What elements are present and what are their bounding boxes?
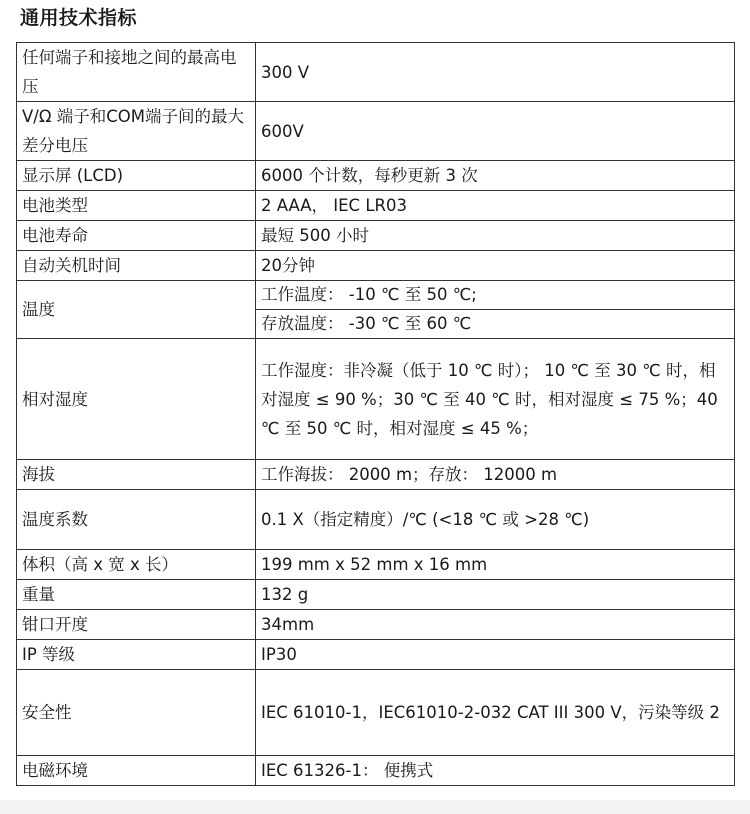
table-row	[17, 640, 735, 670]
row-value: 最短 500 小时	[256, 221, 735, 251]
table-row	[17, 756, 735, 786]
row-label: V/Ω 端子和COM端子间的最大差分电压	[17, 102, 256, 161]
row-value: 132 g	[256, 580, 735, 610]
table-row	[17, 670, 735, 756]
row-label: 任何端子和接地之间的最高电压	[17, 43, 256, 102]
table-row	[17, 490, 735, 550]
row-label: 温度系数	[17, 490, 256, 550]
row-label: 相对湿度	[17, 339, 256, 460]
row-value: 199 mm x 52 mm x 16 mm	[256, 550, 735, 580]
row-label: 显示屏 (LCD)	[17, 161, 256, 191]
row-value: 300 V	[256, 43, 735, 102]
row-label: IP 等级	[17, 640, 256, 670]
table-row	[17, 580, 735, 610]
row-label: 海拔	[17, 460, 256, 490]
table-row	[17, 610, 735, 640]
row-label: 电池类型	[17, 191, 256, 221]
table-row	[17, 460, 735, 490]
table-row	[17, 281, 735, 339]
row-value	[256, 281, 735, 339]
table-row	[17, 251, 735, 281]
table-row	[17, 339, 735, 460]
row-value: IEC 61326-1： 便携式	[256, 756, 735, 786]
row-label: 自动关机时间	[17, 251, 256, 281]
row-label: 安全性	[17, 670, 256, 756]
table-row	[17, 550, 735, 580]
row-value: 600V	[256, 102, 735, 161]
row-value: 工作海拔： 2000 m；存放： 12000 m	[256, 460, 735, 490]
row-value: 6000 个计数，每秒更新 3 次	[256, 161, 735, 191]
table-row	[17, 161, 735, 191]
bottom-strip	[0, 800, 750, 814]
page-title: 通用技术指标	[20, 7, 138, 29]
row-label: 体积（高 x 宽 x 长）	[17, 550, 256, 580]
value-line: 工作温度： -10 ℃ 至 50 ℃;	[261, 285, 477, 304]
row-value: IEC 61010-1，IEC61010-2-032 CAT III 300 V，污染等级 2	[256, 670, 735, 756]
row-value: 34mm	[256, 610, 735, 640]
row-label: 电磁环境	[17, 756, 256, 786]
row-label: 钳口开度	[17, 610, 256, 640]
row-label: 温度	[17, 281, 256, 339]
table-row	[17, 102, 735, 161]
table-row	[17, 191, 735, 221]
row-label: 重量	[17, 580, 256, 610]
value-line: 存放温度： -30 ℃ 至 60 ℃	[256, 309, 734, 338]
row-value: 0.1 X（指定精度）/℃ (<18 ℃ 或 >28 ℃)	[256, 490, 735, 550]
row-value: 20分钟	[256, 251, 735, 281]
table-row	[17, 43, 735, 102]
row-value: 工作湿度：非冷凝（低于 10 ℃ 时）； 10 ℃ 至 30 ℃ 时，相对湿度 ≤ 90 %；30 ℃ 至 40 ℃ 时，相对湿度 ≤ 75 %；40 ℃ 至 50 ℃ 时，相对湿度 ≤ 45 %；	[256, 339, 735, 460]
row-value: IP30	[256, 640, 735, 670]
row-value: 2 AAA， IEC LR03	[256, 191, 735, 221]
table-row	[17, 221, 735, 251]
spec-table	[16, 42, 735, 786]
row-label: 电池寿命	[17, 221, 256, 251]
